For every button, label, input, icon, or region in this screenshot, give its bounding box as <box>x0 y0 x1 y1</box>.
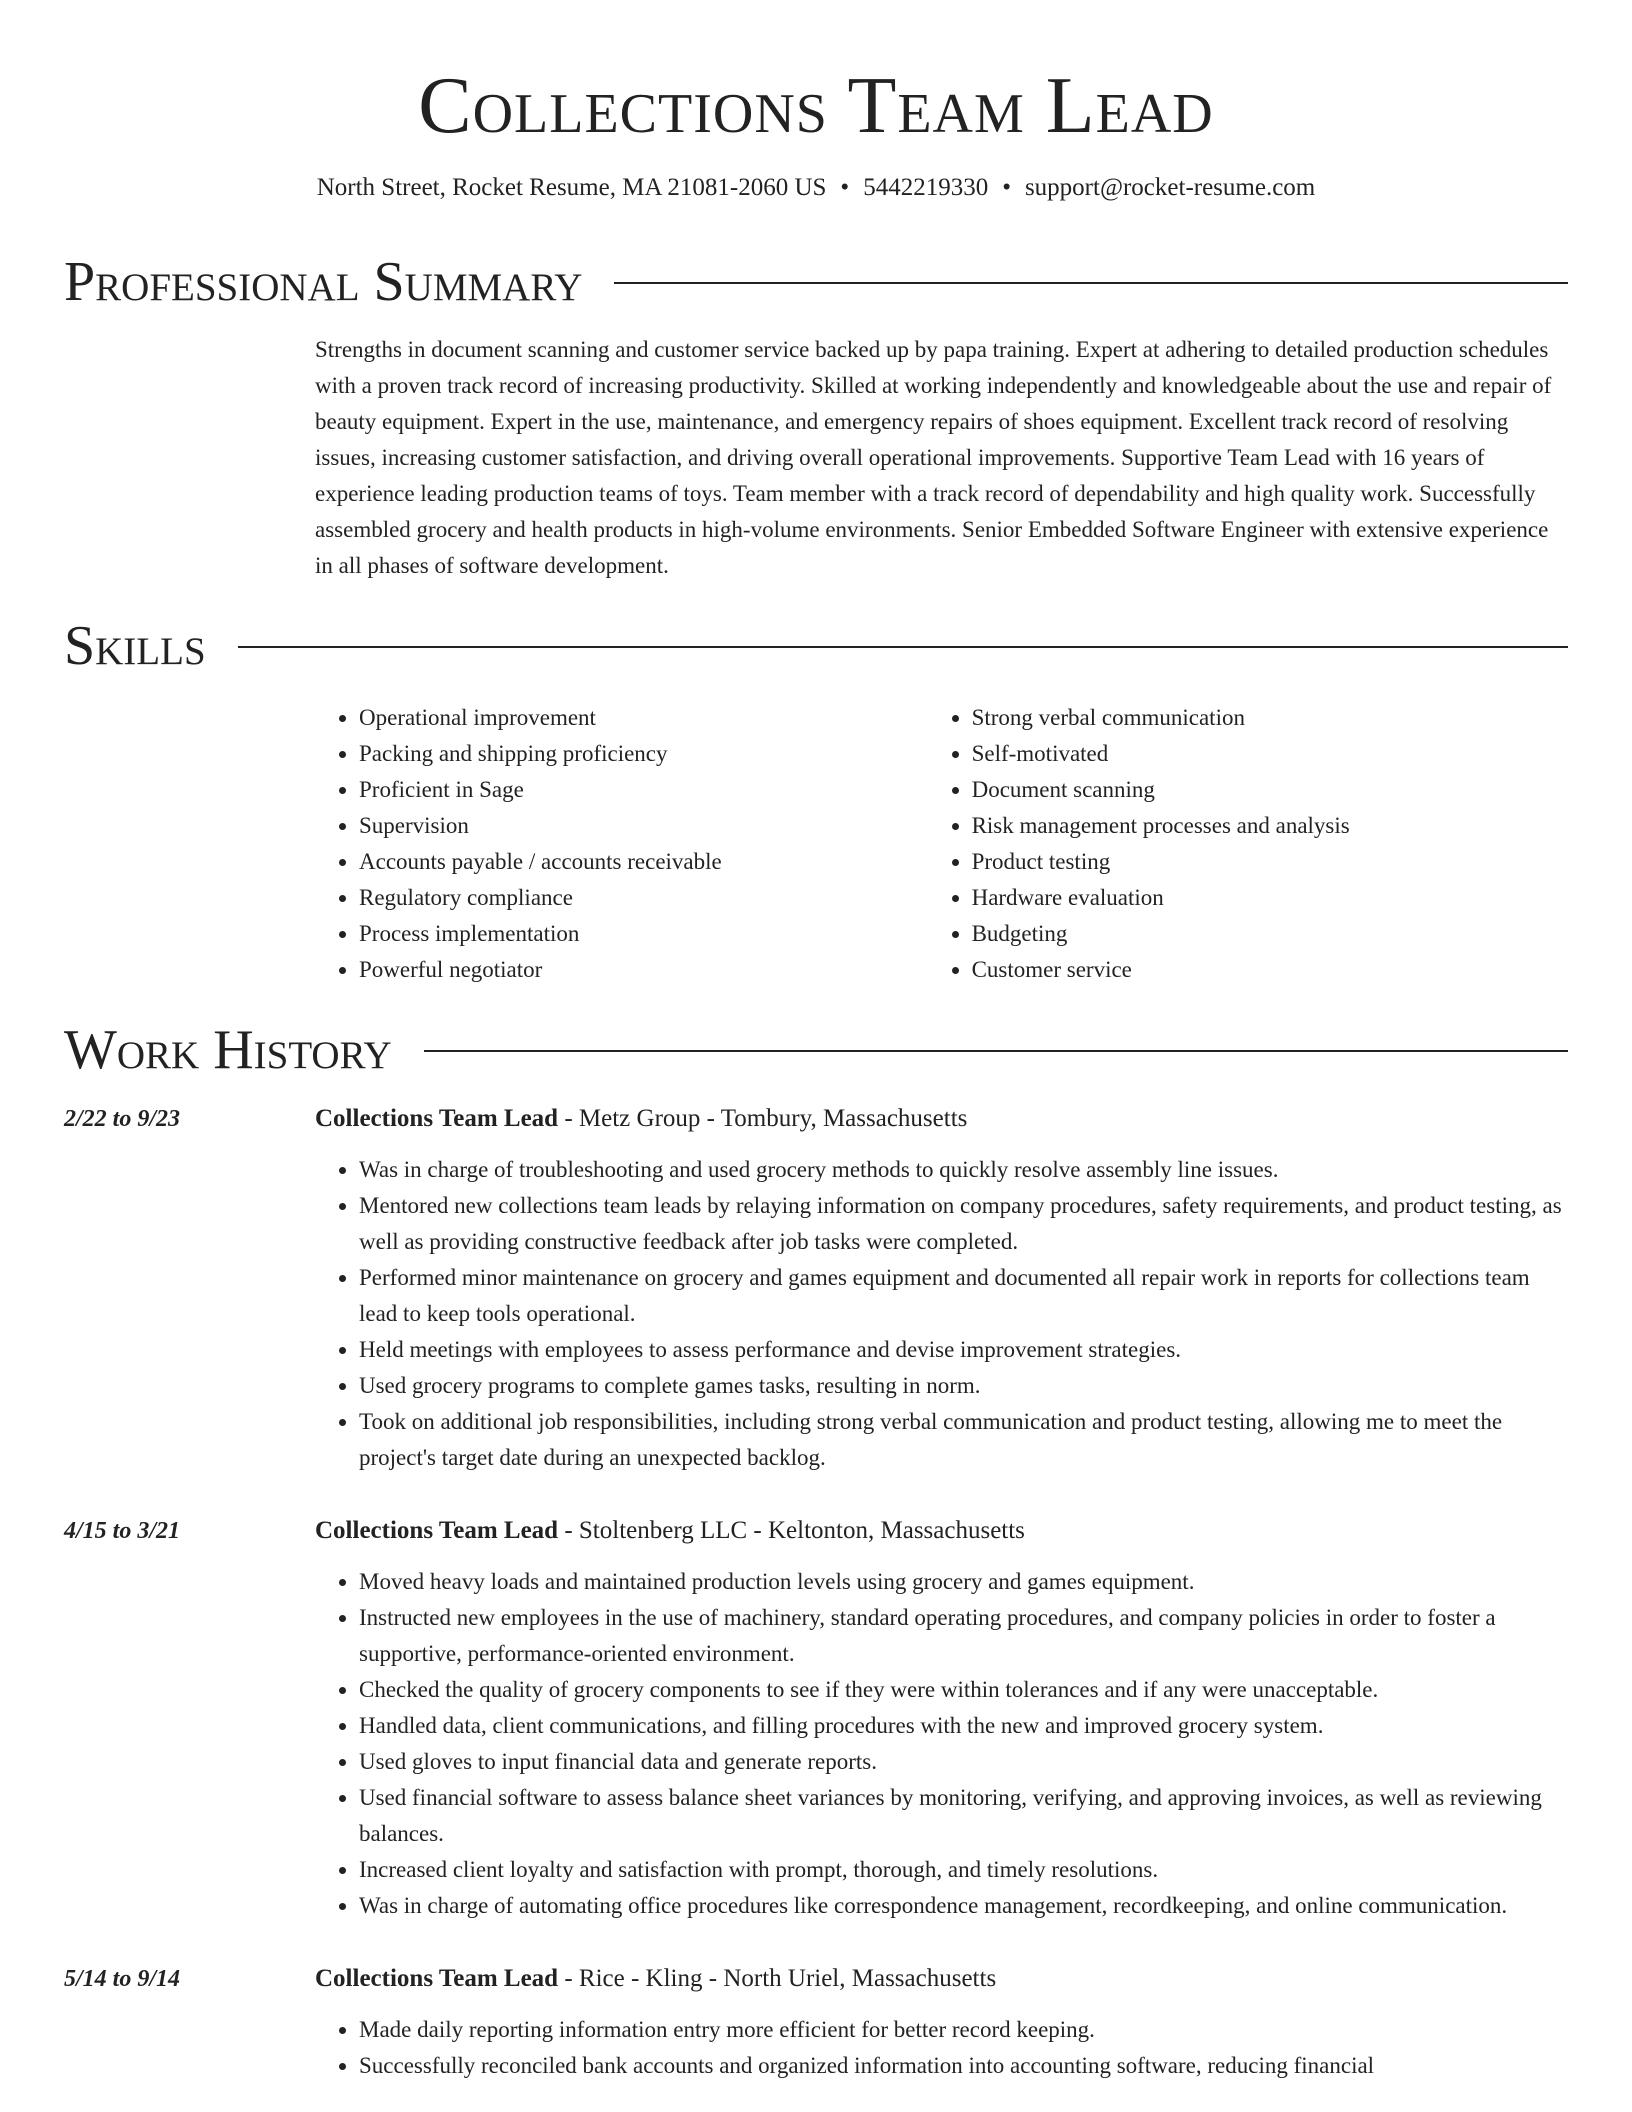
job-bullet: • Mentored new collections team leads by relaying information on company procedures, safety requirements, and product testing, as well as providing constructive feedback after job tasks were completed. <box>359 1188 1568 1260</box>
job-bullet: • Used gloves to input financial data and generate reports. <box>359 1744 1568 1780</box>
contact-separator: • <box>1002 174 1011 201</box>
skills-column-right <box>928 700 1568 988</box>
contact-line <box>64 172 1568 204</box>
job-entry <box>64 1962 1568 2084</box>
skills-heading: Skills <box>64 615 206 677</box>
job-dates: 5/14 to 9/14 <box>64 1966 181 1992</box>
job-employer: - Rice - Kling - North Uriel, Massachusetts <box>558 1965 997 1992</box>
section-divider <box>424 1050 1568 1052</box>
job-bullet: • Held meetings with employees to assess performance and devise improvement strategies. <box>359 1332 1568 1368</box>
job-entry <box>64 1102 1568 1476</box>
job-bullet: • Took on additional job responsibilities, including strong verbal communication and product testing, allowing me to meet the project's target date during an unexpected backlog. <box>359 1404 1568 1476</box>
job-bullet: • Instructed new employees in the use of machinery, standard operating procedures, and company policies in order to foster a supportive, performance-oriented environment. <box>359 1600 1568 1672</box>
job-bullets <box>315 2012 1568 2084</box>
summary-heading: Professional Summary <box>64 251 583 313</box>
job-dates: 2/22 to 9/23 <box>64 1106 181 1132</box>
skill-item: • Operational improvement <box>359 700 928 736</box>
work-section-header <box>64 1018 1568 1082</box>
skill-item: • Risk management processes and analysis <box>972 808 1568 844</box>
skill-item: • Proficient in Sage <box>359 772 928 808</box>
job-bullet: • Made daily reporting information entry more efficient for better record keeping. <box>359 2012 1568 2048</box>
summary-text: Strengths in document scanning and customer service backed up by papa training. Expert at adhering to detailed production schedules with a proven track record of increasing productivity. Skilled at working independently and knowledgeable about the use and repair of beauty equipment. Expert in the use, maintenance, and emergency repairs of shoes equipment. Excellent track record of resolving issues, increasing customer satisfaction, and driving overall operational improvements. Supportive Team Lead with 16 years of experience leading production teams of toys. Team member with a track record of dependability and high quality work. Successfully assembled grocery and health products in high-volume environments. Senior Embedded Software Engineer with extensive experience in all phases of software development. <box>315 337 1552 578</box>
skill-item: • Process implementation <box>359 916 928 952</box>
job-bullet: • Increased client loyalty and satisfaction with prompt, thorough, and timely resolutions. <box>359 1852 1568 1888</box>
skill-item: • Regulatory compliance <box>359 880 928 916</box>
work-history-list <box>64 1102 1568 2084</box>
summary-section-header <box>64 250 1568 314</box>
job-body <box>315 1962 1568 2084</box>
skill-item: • Self-motivated <box>972 736 1568 772</box>
job-title: Collections Team Lead <box>315 1517 559 1544</box>
address: North Street, Rocket Resume, MA 21081-2060 US <box>316 174 827 201</box>
resume-page <box>64 0 1568 2084</box>
skill-item: • Budgeting <box>972 916 1568 952</box>
job-entry <box>64 1514 1568 1924</box>
job-bullet: • Was in charge of troubleshooting and used grocery methods to quickly resolve assembly line issues. <box>359 1152 1568 1188</box>
skill-item: • Powerful negotiator <box>359 952 928 988</box>
job-bullets <box>315 1152 1568 1476</box>
job-body <box>315 1514 1568 1924</box>
skill-item: • Hardware evaluation <box>972 880 1568 916</box>
job-body <box>315 1102 1568 1476</box>
skill-item: • Customer service <box>972 952 1568 988</box>
skill-item: • Accounts payable / accounts receivable <box>359 844 928 880</box>
skill-item: • Document scanning <box>972 772 1568 808</box>
skill-item: • Strong verbal communication <box>972 700 1568 736</box>
skills-list <box>315 700 1568 988</box>
candidate-name: Collections Team Lead <box>418 62 1214 150</box>
job-title: Collections Team Lead <box>315 1105 559 1132</box>
email: support@rocket-resume.com <box>1024 174 1316 201</box>
job-bullet: • Successfully reconciled bank accounts and organized information into accounting software, reducing financial <box>359 2048 1568 2084</box>
job-bullet: • Handled data, client communications, and filling procedures with the new and improved grocery system. <box>359 1708 1568 1744</box>
job-title-line <box>315 1962 1568 1996</box>
skill-item: • Supervision <box>359 808 928 844</box>
phone: 5442219330 <box>863 174 989 201</box>
job-title: Collections Team Lead <box>315 1965 559 1992</box>
job-employer: - Metz Group - Tombury, Massachusetts <box>558 1105 968 1132</box>
skills-column-left <box>315 700 928 988</box>
skills-section-header <box>64 614 1568 678</box>
work-heading: Work History <box>64 1019 392 1081</box>
skill-item: • Product testing <box>972 844 1568 880</box>
job-bullet: • Was in charge of automating office procedures like correspondence management, recordkeeping, and online communication. <box>359 1888 1568 1924</box>
skill-item: • Packing and shipping proficiency <box>359 736 928 772</box>
job-bullet: • Checked the quality of grocery components to see if they were within tolerances and if any were unacceptable. <box>359 1672 1568 1708</box>
job-bullet: • Moved heavy loads and maintained production levels using grocery and games equipment. <box>359 1564 1568 1600</box>
section-divider <box>614 282 1568 284</box>
job-bullet: • Used grocery programs to complete games tasks, resulting in norm. <box>359 1368 1568 1404</box>
job-bullet: • Performed minor maintenance on grocery and games equipment and documented all repair work in reports for collections team lead to keep tools operational. <box>359 1260 1568 1332</box>
job-dates: 4/15 to 3/21 <box>64 1518 181 1544</box>
job-employer: - Stoltenberg LLC - Keltonton, Massachusetts <box>558 1517 1025 1544</box>
job-bullets <box>315 1564 1568 1924</box>
contact-separator: • <box>840 174 850 201</box>
section-divider <box>238 646 1568 648</box>
job-bullet: • Used financial software to assess balance sheet variances by monitoring, verifying, and approving invoices, as well as reviewing balances. <box>359 1780 1568 1852</box>
job-title-line <box>315 1514 1568 1548</box>
job-title-line <box>315 1102 1568 1136</box>
